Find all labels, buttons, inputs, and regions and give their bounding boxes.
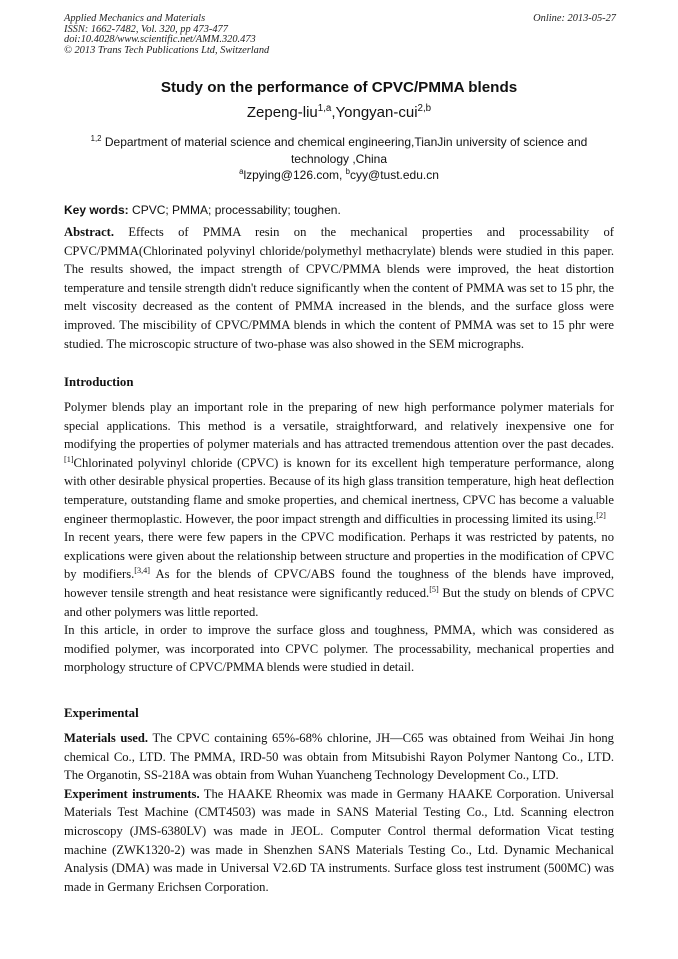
- abstract-text: Effects of PMMA resin on the mechanical properties and processability of CPVC/PMMA(Chlorinated polyvinyl chloride/polymethyl methacrylate) blends were studied in this paper. The results showed, the impact strength of CPVC/PMMA blends were improved, the heat distortion temperature and tensile strength didn't reduce significantly when the content of PMMA was set to 15 phr, the melt viscosity decreased as the content of PMMA increased in the blends, and the surface gloss were improved. The miscibility of CPVC/PMMA blends in which the content of PMMA was set to 15 phr were studied. The microscopic structure of two-phase was also showed in the SEM micrographs.: [64, 225, 614, 351]
- journal-name: Applied Mechanics and Materials: [64, 13, 206, 24]
- instruments-label: Experiment instruments.: [64, 786, 200, 801]
- intro-p1-text-b: Chlorinated polyvinyl chloride (CPVC) is known for its excellent high temperature performance, along with other desirable physical properties. Because of its high glass transition temperature, high heat deflection temperature, outstanding flame and smoke properties, and chemical inertness, CPVC has become a valuable engineer thermoplastic. However, the poor impact strength and difficulties in processing limited its using.: [64, 455, 614, 526]
- doi-line: doi:10.4028/www.scientific.net/AMM.320.473: [64, 34, 256, 46]
- paper-title: Study on the performance of CPVC/PMMA blends: [160, 79, 518, 96]
- email-a: lzpying@126.com,: [243, 168, 346, 182]
- citation-5: [5]: [429, 584, 439, 594]
- intro-p2-text-a: In recent years, there were few papers in the CPVC modification. Perhaps it was restricted by patents, no explications were given about the relationship between structure and properties in the modification of CPVC by modifiers.: [64, 530, 614, 582]
- author-2-affiliation-marker: 2,b: [417, 103, 432, 114]
- citation-1: [1]: [64, 454, 74, 464]
- citation-2: [2]: [596, 510, 606, 520]
- keywords-label: Key words:: [64, 203, 129, 217]
- intro-paragraph-3: In this article, in order to improve the surface gloss and toughness, PMMA, which was considered as modified polymer, was incorporated into CPVC polymer. The processability, mechanical properties and morphology structure of CPVC/PMMA blends were studied in detail.: [64, 623, 614, 675]
- email-a-marker: a: [239, 167, 244, 176]
- intro-p2-text-c: But the study on blends of CPVC and other polymers was little reported.: [64, 585, 614, 619]
- email-line: [64, 167, 614, 184]
- instruments-paragraph: [64, 785, 614, 897]
- affiliation-block: [64, 134, 614, 184]
- materials-text: The CPVC containing 65%-68% chlorine, JH—C65 was obtained from Weihai Jin hong chemical Co., LTD. The PMMA, IRD-50 was obtain from Mitsubishi Rayon Polymer Nantong Co., LTD. The Organotin, SS-218A was obtain from Wuhan Yuancheng Technology Development Co., LTD.: [64, 731, 614, 783]
- affiliation: [64, 134, 614, 167]
- experimental-body: [64, 729, 614, 896]
- abstract: [64, 223, 614, 353]
- intro-p1-text-a: Polymer blends play an important role in the preparing of new high performance polymer materials for special applications. This method is a versatile, straightforward, and relatively inexpensive one for modifying the properties of polymer materials and has attracted tremendous attention over the past decades.: [64, 400, 614, 452]
- keywords-line: [64, 203, 341, 217]
- intro-p2-text-b: As for the blends of CPVC/ABS found the toughness of the blends have improved, however tensile strength and heat resistance were significantly reduced.: [64, 567, 614, 600]
- author-2: Yongyan-cui: [335, 104, 418, 121]
- copyright-line: © 2013 Trans Tech Publications Ltd, Switzerland: [64, 44, 270, 56]
- issn-line: ISSN: 1662-7482, Vol. 320, pp 473-477: [64, 23, 228, 35]
- email-b: cyy@tust.edu.cn: [350, 168, 439, 182]
- abstract-label: Abstract.: [64, 225, 115, 239]
- affiliation-marker: 1,2: [90, 134, 102, 143]
- email-b-marker: b: [345, 167, 351, 176]
- intro-paragraph-2: [64, 528, 614, 621]
- citation-3-4: [3,4]: [134, 566, 150, 576]
- author-line: [0, 104, 678, 121]
- keywords-text: CPVC; PMMA; processability; toughen.: [128, 203, 341, 217]
- online-date: Online: 2013-05-27: [533, 13, 616, 24]
- running-header: [64, 14, 616, 56]
- materials-paragraph: [64, 729, 614, 785]
- materials-label: Materials used.: [64, 731, 149, 745]
- experimental-heading: Experimental: [64, 706, 139, 720]
- affiliation-text: Department of material science and chemical engineering,TianJin university of science and technology ,China: [101, 135, 588, 166]
- author-1: Zepeng-liu: [246, 104, 318, 121]
- instruments-text: The HAAKE Rheomix was made in Germany HAAKE Corporation. Universal Materials Test Machine (CMT4503) was made in SANS Material Testing Co., Ltd. Scanning electron microscopy (JMS-6380LV) was made in JEOL. Computer Control thermal deformation Vicat testing machine (ZWK1320-2) was made in Shenzhen SANS Materials Testing Co., Ltd. Dynamic Mechanical Analysis (DMA) was made in Universal V2.6D TA instruments. Surface gloss test instrument (500MC) was made in Germany Erichsen Corporation.: [64, 786, 614, 894]
- introduction-heading: Introduction: [64, 375, 134, 389]
- author-separator: ,: [331, 104, 336, 121]
- author-1-affiliation-marker: 1,a: [317, 103, 332, 114]
- introduction-body: [64, 398, 614, 677]
- intro-paragraph-1: [64, 398, 614, 528]
